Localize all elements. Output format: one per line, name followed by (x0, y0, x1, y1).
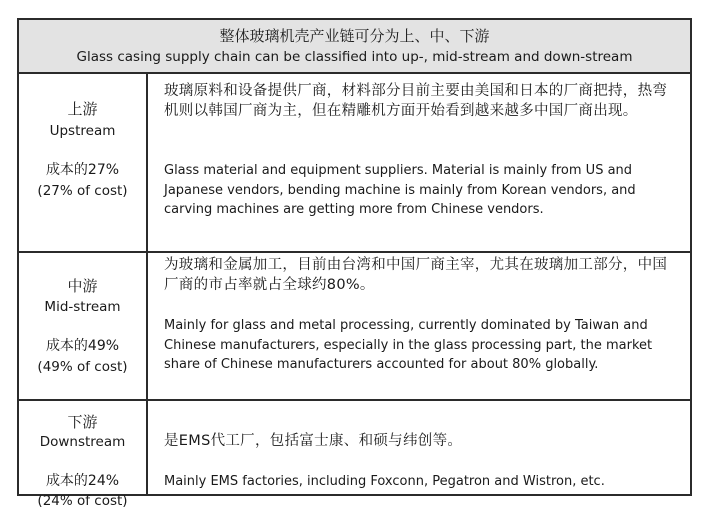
stage-cost-en: (27% of cost) (37, 183, 128, 199)
stage-name-zh: 中游 (67, 277, 98, 295)
header-title-zh: 整体玻璃机壳产业链可分为上、中、下游 (219, 27, 490, 45)
stage-cost-zh: 成本的49% (45, 338, 120, 354)
supply-chain-table (17, 18, 692, 509)
description-zh: 为玻璃和金属加工，目前由台湾和中国厂商主宰，尤其在玻璃加工部分，中国厂商的市占率就占全球约80%。 (164, 257, 668, 293)
table-row-downstream (19, 401, 690, 509)
description-zh: 是EMS代工厂，包括富士康、和硕与纬创等。 (164, 433, 463, 449)
stage-cell (19, 253, 148, 399)
stage-cell (19, 74, 148, 251)
description-en: Mainly for glass and metal processing, currently dominated by Taiwan and Chinese manufacturers, especially in the glass processing part, the market share of Chinese manufacturers accounted for about 80% globally. (164, 318, 653, 372)
stage-cost-en: (24% of cost) (37, 493, 128, 509)
stage-name-en: Mid-stream (44, 299, 121, 315)
stage-cell (19, 401, 148, 509)
description-zh: 玻璃原料和设备提供厂商，材料部分目前主要由美国和日本的厂商把持，热弯机则以韩国厂商为主，但在精雕机方面开始看到越来越多中国厂商出现。 (164, 83, 668, 119)
description-cell (164, 74, 678, 251)
stage-name-zh: 下游 (67, 413, 98, 431)
stage-name-en: Downstream (39, 434, 126, 450)
description-cell (164, 401, 678, 496)
stage-cost-zh: 成本的24% (45, 473, 120, 489)
description-cell (164, 253, 678, 399)
stage-cost-en: (49% of cost) (37, 359, 128, 375)
stage-cost-zh: 成本的27% (45, 162, 120, 178)
description-en: Mainly EMS factories, including Foxconn, Pegatron and Wistron, etc. (164, 474, 605, 489)
description-en: Glass material and equipment suppliers. Material is mainly from US and Japanese vendors, bending machine is mainly from Korean vendors, and carving machines are getting more from Chinese vendors. (164, 163, 636, 217)
table-row-upstream (19, 74, 690, 253)
stage-name-zh: 上游 (67, 100, 98, 118)
header-title-en: Glass casing supply chain can be classified into up-, mid-stream and down-stream (76, 49, 633, 65)
table-header (19, 20, 690, 74)
table-row-midstream (19, 253, 690, 401)
stage-name-en: Upstream (49, 123, 116, 139)
